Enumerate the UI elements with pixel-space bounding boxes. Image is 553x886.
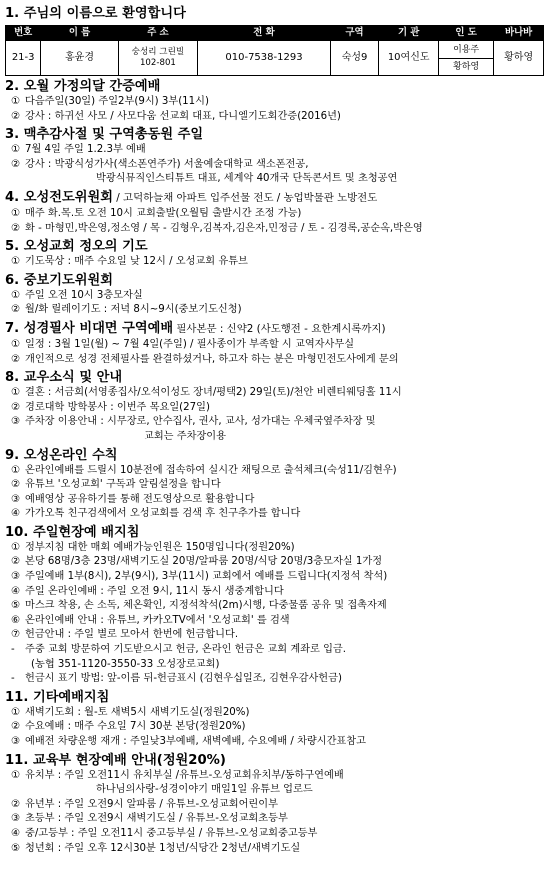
list-item bbox=[5, 338, 549, 353]
list-item bbox=[5, 507, 549, 522]
header-cell: 이 름 bbox=[41, 26, 118, 41]
section-block bbox=[5, 447, 549, 522]
section-title-text: 4. 오성전도위원회 bbox=[5, 189, 113, 205]
section-block bbox=[5, 238, 549, 270]
item-marker: ⑦ bbox=[11, 629, 21, 641]
list-item bbox=[5, 158, 549, 173]
list-item bbox=[5, 614, 549, 629]
item-marker: ① bbox=[11, 706, 21, 718]
item-marker: ① bbox=[11, 144, 21, 156]
section-title bbox=[5, 320, 549, 338]
item-text: 유튜브 '오성교회' 구독과 알림설정을 합니다 bbox=[25, 479, 221, 491]
cell-group: 10여신도 bbox=[379, 41, 439, 76]
item-text: 중/고등부 : 주일 오전11시 중고등부실 / 유튜브-오성교회중고등부 bbox=[25, 827, 318, 839]
item-marker: ① bbox=[11, 96, 21, 107]
list-item bbox=[5, 706, 549, 721]
item-text: 경로대학 방학봉사 : 이번주 목요일(27일) bbox=[25, 401, 210, 413]
header-cell: 기 관 bbox=[379, 26, 439, 41]
section-title-text: 5. 오성교회 정오의 기도 bbox=[5, 239, 148, 255]
item-marker: ① bbox=[11, 541, 21, 553]
section-title bbox=[5, 524, 549, 541]
item-marker: ② bbox=[11, 353, 21, 365]
welcome-title: 1. 주님의 이름으로 환영합니다 bbox=[5, 6, 186, 21]
cell-address bbox=[118, 41, 198, 76]
item-marker: ① bbox=[11, 338, 21, 350]
item-text: 주일 온라인예배 : 주일 오전 9시, 11시 동시 생중계합니다 bbox=[25, 585, 284, 597]
list-item bbox=[5, 143, 549, 158]
list-item bbox=[5, 541, 549, 556]
section-title-text: 8. 교우소식 및 안내 bbox=[5, 370, 123, 386]
item-marker: ① bbox=[11, 256, 21, 268]
section-title bbox=[5, 126, 549, 143]
section-subtitle: 필사본문 : 신약2 (사도행전 - 요한계시록까지) bbox=[173, 322, 386, 335]
item-text: 유년부 : 주일 오전9시 알파룸 / 유튜브-오성교회어린이부 bbox=[25, 798, 278, 810]
section-block bbox=[5, 369, 549, 444]
section-block bbox=[5, 689, 549, 750]
list-item bbox=[5, 222, 549, 237]
list-item bbox=[5, 827, 549, 842]
section-title-text: 11. 기타예배지침 bbox=[5, 689, 110, 705]
section-block bbox=[5, 189, 549, 236]
section-title bbox=[5, 752, 549, 769]
item-text: 주중 교회 방문하여 기도받으시고 헌금, 온라인 헌금은 교회 계좌로 입금. bbox=[25, 644, 347, 656]
list-item bbox=[5, 585, 549, 600]
header-cell: 번호 bbox=[6, 26, 41, 41]
list-item-continuation bbox=[5, 430, 549, 445]
section-block bbox=[5, 78, 549, 124]
list-item-continuation bbox=[5, 783, 549, 798]
bulletin-sections bbox=[5, 78, 549, 856]
item-marker: - bbox=[11, 644, 15, 656]
list-item bbox=[5, 812, 549, 827]
list-item bbox=[5, 415, 549, 430]
header-cell: 바나바 bbox=[494, 26, 544, 41]
item-marker: ① bbox=[11, 769, 21, 781]
item-text: 예배전 차량운행 재개 : 주일낮3부예배, 새벽예배, 수요예배 / 차량시간표참고 bbox=[25, 736, 366, 747]
item-text: 강사 : 하귀선 사모 / 사모다움 선교회 대표, 다니엘기도회간증(2016년) bbox=[25, 110, 341, 122]
item-text: 본당 68명/3층 23명/새벽기도실 20명/알파룸 20명/식당 20명/3층모자실 1가정 bbox=[25, 556, 383, 568]
section-block bbox=[5, 752, 549, 857]
table-row bbox=[6, 41, 544, 76]
list-item bbox=[5, 672, 549, 687]
item-text: 온라인예배를 드릴시 10분전에 접속하여 실시간 채팅으로 출석체크(숙성11/김현우) bbox=[25, 464, 397, 476]
section-title bbox=[5, 272, 549, 289]
list-item bbox=[5, 255, 549, 270]
table-header-row bbox=[6, 26, 544, 41]
item-text: 월/화 릴레이기도 : 저녁 8시~9시(중보기도신청) bbox=[25, 304, 242, 316]
list-item bbox=[5, 401, 549, 416]
guide-name: 황하영 bbox=[453, 61, 480, 72]
item-marker: ① bbox=[11, 289, 21, 301]
list-item bbox=[5, 720, 549, 735]
item-text: 초등부 : 주일 오전9시 새벽기도실 / 유튜브-오성교회초등부 bbox=[25, 813, 288, 825]
item-marker: ① bbox=[11, 464, 21, 476]
cell-barnabas: 황하영 bbox=[494, 41, 544, 76]
item-marker: ④ bbox=[11, 827, 21, 839]
item-text: 박광식뮤직인스티튜트 대표, 세계악 40개국 단독콘서트 및 초청공연 bbox=[96, 173, 398, 185]
header-cell: 구역 bbox=[330, 26, 379, 41]
item-text: 청년회 : 주일 오후 12시30분 1청년/식당간 2청년/새벽기도실 bbox=[25, 842, 301, 854]
header-cell: 주 소 bbox=[118, 26, 198, 41]
list-item bbox=[5, 353, 549, 368]
item-marker: ③ bbox=[11, 736, 21, 747]
header-cell: 인 도 bbox=[439, 26, 494, 41]
item-text: 기도묵상 : 매주 수요일 낮 12시 / 오성교회 유튜브 bbox=[25, 256, 248, 268]
item-marker: ② bbox=[11, 721, 21, 733]
section-title bbox=[5, 238, 549, 255]
address-line: 102-801 bbox=[139, 58, 176, 68]
header-cell: 전 화 bbox=[198, 26, 331, 41]
section-title-text: 6. 중보기도위원회 bbox=[5, 272, 113, 288]
section-block bbox=[5, 126, 549, 187]
item-text: 새벽기도회 : 월-토 새벽5시 새벽기도실(정원20%) bbox=[25, 706, 250, 718]
item-marker: ① bbox=[11, 387, 21, 399]
section-title-text: 10. 주일현장예 배지침 bbox=[5, 524, 140, 540]
list-item bbox=[5, 628, 549, 643]
item-text: 강사 : 박광식성가사(색소폰연주가) 서울예술대학교 색소폰전공, bbox=[25, 158, 309, 170]
item-text: 온라인예배 안내 : 유튜브, 카카오TV에서 '오성교회' 를 검색 bbox=[25, 614, 290, 626]
item-text: 정부지침 대한 매회 예배가능인원은 150명입니다(정원20%) bbox=[25, 541, 295, 553]
item-marker: ④ bbox=[11, 508, 21, 520]
section-title bbox=[5, 447, 549, 464]
newcomer-table bbox=[5, 25, 544, 76]
list-item bbox=[5, 769, 549, 784]
list-item bbox=[5, 842, 549, 857]
item-text: 매주 화.목.토 오전 10시 교회출발(오월팀 출발시간 조정 가능) bbox=[25, 207, 302, 219]
item-marker: ② bbox=[11, 479, 21, 491]
section-subtitle: / 고덕하늘채 아파트 입주선물 전도 / 농업박물관 노방전도 bbox=[112, 191, 378, 204]
section-title bbox=[5, 689, 549, 706]
item-text: 예배영상 공유하기를 통해 전도영상으로 활용합니다 bbox=[25, 493, 255, 505]
section-title bbox=[5, 78, 549, 95]
item-marker: ③ bbox=[11, 813, 21, 825]
section-title-text: 2. 오월 가정의달 간증예배 bbox=[5, 79, 161, 94]
item-marker: ⑤ bbox=[11, 600, 21, 612]
item-marker: ② bbox=[11, 401, 21, 413]
item-text: 화 - 마형민,박은영,정소영 / 목 - 김형우,김복자,김은자,민정금 / 토 - 김경록,공순옥,박은영 bbox=[25, 222, 423, 234]
list-item bbox=[5, 207, 549, 222]
list-item bbox=[5, 95, 549, 110]
cell-phone: 010-7538-1293 bbox=[198, 41, 331, 76]
item-text: 수요예배 : 매주 수요일 7시 30분 본당(정원20%) bbox=[25, 721, 246, 733]
section-title-text: 7. 성경필사 비대면 구역예배 bbox=[5, 320, 174, 336]
list-item bbox=[5, 798, 549, 813]
section-title bbox=[5, 369, 549, 386]
item-text: 마스크 착용, 손 소독, 체온확인, 지정석착석(2m)시행, 다중물품 공유 및 접촉자제 bbox=[25, 600, 387, 612]
section-block bbox=[5, 524, 549, 687]
item-marker: ④ bbox=[11, 585, 21, 597]
item-marker: ③ bbox=[11, 416, 21, 428]
item-text: 유치부 : 주일 오전11시 유치부실 /유튜브-오성교회유치부/동하구연예배 bbox=[25, 769, 344, 781]
item-text: 하나님의사랑-성경이야기 매일1일 유튜브 업로드 bbox=[96, 784, 313, 796]
item-marker: ② bbox=[11, 304, 21, 316]
section-title-text: 9. 오성온라인 수칙 bbox=[5, 447, 118, 463]
list-item bbox=[5, 493, 549, 508]
list-item bbox=[5, 110, 549, 125]
item-marker: ② bbox=[11, 110, 21, 122]
item-text: 다음주일(30일) 주일2부(9시) 3부(11시) bbox=[25, 96, 209, 107]
item-marker: - bbox=[11, 673, 15, 685]
item-text: 주일 오전 10시 3층모자실 bbox=[25, 289, 143, 301]
item-marker: ⑥ bbox=[11, 614, 21, 626]
list-item bbox=[5, 643, 549, 658]
list-item bbox=[5, 303, 549, 318]
cell-number: 21-3 bbox=[6, 41, 41, 76]
cell-guide bbox=[439, 41, 494, 76]
item-text: 일정 : 3월 1일(월) ~ 7월 4일(주일) / 필사종이가 부족할 시 교역자사무실 bbox=[25, 338, 355, 350]
list-item bbox=[5, 599, 549, 614]
item-marker: ① bbox=[11, 207, 21, 219]
section-block bbox=[5, 272, 549, 318]
list-item bbox=[5, 289, 549, 304]
item-text: 헌금시 표기 방법: 앞-이름 뒤-헌금표시 (김현우십일조, 김현우감사헌금) bbox=[25, 673, 342, 685]
guide-name: 이용주 bbox=[439, 42, 493, 59]
item-text: (농협 351-1120-3550-33 오성장로교회) bbox=[31, 658, 220, 670]
item-text: 가가오톡 친구검색에서 오성교회를 검색 후 친구추가를 합니다 bbox=[25, 508, 301, 520]
item-marker: ③ bbox=[11, 493, 21, 505]
list-item-continuation bbox=[5, 172, 549, 187]
item-marker: ② bbox=[11, 222, 21, 234]
list-item bbox=[5, 570, 549, 585]
item-text: 결혼 : 서금희(서영종집사/오석이성도 장녀/평택2) 29일(토)/천안 비렌티웨딩홀 11시 bbox=[25, 387, 402, 399]
item-text: 헌금안내 : 주일 별로 모아서 한번에 헌금합니다. bbox=[25, 629, 239, 641]
section-title-text: 3. 맥추감사절 및 구역총동원 주일 bbox=[5, 127, 204, 143]
address-line: 숭성리 그린빌 bbox=[131, 47, 185, 57]
list-item bbox=[5, 735, 549, 750]
item-marker: ③ bbox=[11, 571, 21, 583]
item-text: 주차장 이용안내 : 시무장로, 안수집사, 권사, 교사, 성가대는 우체국옆주차장 및 bbox=[25, 416, 376, 428]
list-item bbox=[5, 478, 549, 493]
cell-district: 숙성9 bbox=[330, 41, 379, 76]
item-marker: ② bbox=[11, 798, 21, 810]
section-block bbox=[5, 320, 549, 367]
item-text: 주일예배 1부(8시), 2부(9시), 3부(11시) 교회에서 예배를 드립니다(지정석 착석) bbox=[25, 571, 388, 583]
item-marker: ② bbox=[11, 158, 21, 170]
item-marker: ② bbox=[11, 556, 21, 568]
item-text: 교회는 주차장이용 bbox=[144, 430, 226, 442]
item-text: 7월 4일 주일 1.2.3부 예배 bbox=[25, 144, 146, 156]
cell-name: 홍윤경 bbox=[41, 41, 118, 76]
list-item bbox=[5, 386, 549, 401]
item-text: 개인적으로 성경 전체필사를 완결하셨거나, 하고자 하는 분은 마형민전도사에게 문의 bbox=[25, 353, 399, 365]
list-item-continuation bbox=[5, 658, 549, 673]
section-title-text: 11. 교육부 현장예배 안내(정원20%) bbox=[5, 752, 226, 768]
item-marker: ⑤ bbox=[11, 842, 21, 854]
section-title bbox=[5, 189, 549, 207]
list-item bbox=[5, 555, 549, 570]
list-item bbox=[5, 464, 549, 479]
